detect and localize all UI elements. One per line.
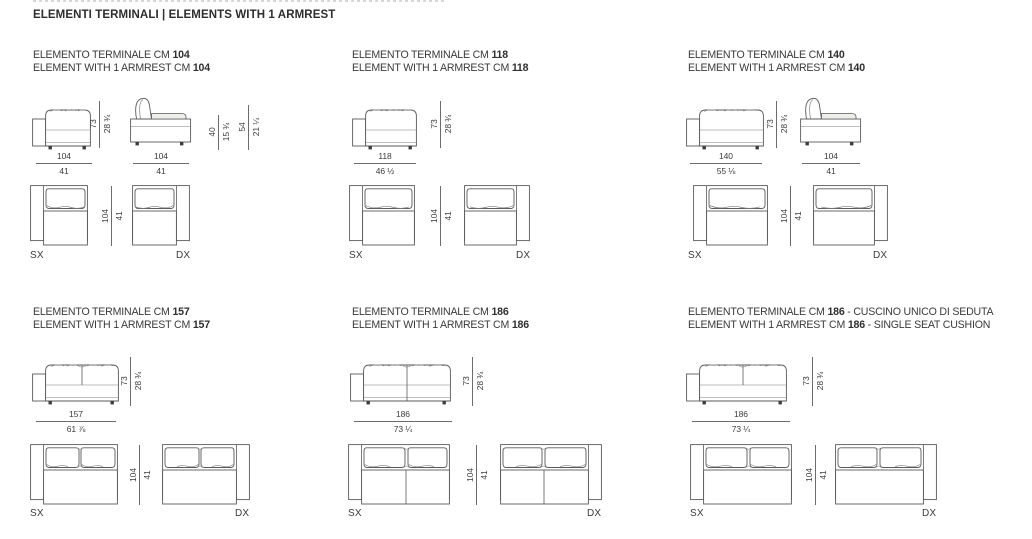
- dimension-line: [776, 101, 777, 148]
- plan-view-sx-drawing: [693, 185, 768, 247]
- orientation-label-sx: SX: [349, 250, 363, 261]
- plan-view-sx-drawing: [30, 444, 118, 506]
- title-english: ELEMENT WITH 1 ARMREST CM 104: [33, 62, 210, 74]
- plan-view-sx-drawing: [690, 444, 792, 506]
- front-width-in: 41: [59, 166, 69, 176]
- orientation-label-sx: SX: [690, 508, 704, 519]
- orientation-label-dx: DX: [873, 250, 888, 261]
- front-width-cm: 118: [354, 151, 416, 164]
- front-width-in: 46 ½: [375, 166, 395, 176]
- section-title-cm186-single: [688, 306, 993, 332]
- orientation-label-sx: SX: [30, 250, 44, 261]
- front-view-drawing: [352, 103, 418, 150]
- plan-depth-cm: 104: [804, 468, 814, 482]
- dimension-line: [815, 445, 816, 505]
- front-height-in: 28 ¾: [779, 114, 789, 134]
- front-width-dim: [36, 151, 92, 176]
- front-height-cm: 73: [119, 376, 129, 386]
- front-width-in: 73 ¼: [731, 424, 751, 434]
- plan-view-dx-drawing: [500, 444, 602, 506]
- dimension-line: [476, 445, 477, 505]
- orientation-label-dx: DX: [587, 508, 602, 519]
- title-italian: ELEMENTO TERMINALE CM 186: [352, 306, 509, 318]
- front-width-dim: [692, 409, 790, 434]
- title-italian: ELEMENTO TERMINALE CM 186 - CUSCINO UNICO DI SEDUTA: [688, 306, 994, 318]
- plan-depth-in: 41: [142, 470, 152, 480]
- plan-view-sx-drawing: [30, 185, 88, 247]
- orientation-label-sx: SX: [688, 250, 702, 261]
- plan-view-dx-drawing: [162, 444, 250, 506]
- front-height-in: 28 ¾: [475, 371, 485, 391]
- dimension-line: [472, 357, 473, 406]
- side-depth-dim: [133, 151, 189, 176]
- front-width-cm: 186: [692, 409, 790, 422]
- front-height-in: 28 ¾: [102, 114, 112, 134]
- section-title-cm104: [33, 49, 210, 75]
- dimension-line: [139, 445, 140, 505]
- orientation-label-dx: DX: [922, 508, 937, 519]
- front-height-in: 28 ¾: [443, 114, 453, 134]
- front-width-in: 61 ⅞: [66, 424, 86, 434]
- plan-depth-in: 41: [818, 470, 828, 480]
- orientation-label-dx: DX: [235, 508, 250, 519]
- front-view-drawing: [686, 358, 788, 405]
- plan-view-dx-drawing: [464, 185, 530, 247]
- front-width-dim: [36, 409, 116, 434]
- front-width-dim: [690, 151, 762, 176]
- front-view-drawing: [32, 103, 92, 150]
- section-title-cm118: [352, 49, 528, 75]
- front-height-in: 28 ¾: [133, 371, 143, 391]
- front-height-cm: 73: [461, 376, 471, 386]
- front-width-dim: [354, 151, 416, 176]
- dimension-line: [99, 101, 100, 148]
- front-height-in: 28 ¾: [815, 371, 825, 391]
- title-english: ELEMENT WITH 1 ARMREST CM 186 - SINGLE SEAT CUSHION: [688, 319, 991, 331]
- orientation-label-sx: SX: [30, 508, 44, 519]
- section-title-cm186: [352, 306, 529, 332]
- plan-depth-cm: 104: [100, 209, 110, 223]
- plan-depth-in: 41: [793, 211, 803, 221]
- title-italian: ELEMENTO TERMINALE CM 140: [688, 49, 845, 61]
- front-width-dim: [354, 409, 452, 434]
- plan-view-sx-drawing: [348, 444, 450, 506]
- plan-view-dx-drawing: [813, 185, 888, 247]
- side-view-drawing: [800, 96, 862, 150]
- front-height-cm: 73: [765, 119, 775, 129]
- plan-view-dx-drawing: [835, 444, 937, 506]
- title-italian: ELEMENTO TERMINALE CM 118: [352, 49, 508, 61]
- title-english: ELEMENT WITH 1 ARMREST CM 186: [352, 319, 529, 331]
- plan-view-dx-drawing: [132, 185, 190, 247]
- orientation-label-dx: DX: [516, 250, 531, 261]
- seat-height-cm: 40: [207, 127, 217, 137]
- orientation-label-sx: SX: [348, 508, 362, 519]
- title-english: ELEMENT WITH 1 ARMREST CM 157: [33, 319, 210, 331]
- dimension-line: [130, 357, 131, 406]
- front-width-cm: 186: [354, 409, 452, 422]
- dimension-line: [440, 101, 441, 148]
- side-depth-cm: 104: [133, 151, 189, 164]
- cropped-content-artifact: [33, 0, 447, 2]
- back-height-in: 21 ¼: [251, 117, 261, 137]
- dimension-line: [248, 105, 249, 150]
- dimension-line: [790, 186, 791, 246]
- plan-depth-cm: 104: [429, 209, 439, 223]
- title-italian: ELEMENTO TERMINALE CM 104: [33, 49, 190, 61]
- front-width-cm: 140: [690, 151, 762, 164]
- title-italian: ELEMENTO TERMINALE CM 157: [33, 306, 190, 318]
- title-english: ELEMENT WITH 1 ARMREST CM 140: [688, 62, 865, 74]
- front-height-cm: 73: [801, 376, 811, 386]
- section-title-cm157: [33, 306, 210, 332]
- plan-view-sx-drawing: [349, 185, 415, 247]
- front-width-cm: 104: [36, 151, 92, 164]
- front-view-drawing: [686, 103, 765, 150]
- page-title: ELEMENTI TERMINALI | ELEMENTS WITH 1 ARMREST: [33, 9, 336, 21]
- title-english: ELEMENT WITH 1 ARMREST CM 118: [352, 62, 529, 74]
- orientation-label-dx: DX: [176, 250, 191, 261]
- back-height-cm: 54: [237, 122, 247, 132]
- side-depth-in: 41: [156, 166, 166, 176]
- plan-depth-cm: 104: [128, 468, 138, 482]
- side-depth-dim: [802, 151, 860, 176]
- dimension-line: [218, 115, 219, 150]
- front-view-drawing: [350, 358, 452, 405]
- plan-depth-in: 41: [479, 470, 489, 480]
- front-height-cm: 73: [429, 119, 439, 129]
- plan-depth-in: 41: [114, 211, 124, 221]
- front-height-cm: 73: [88, 119, 98, 129]
- dimension-line: [440, 186, 441, 246]
- side-depth-cm: 104: [802, 151, 860, 164]
- dimension-line: [812, 357, 813, 406]
- section-title-cm140: [688, 49, 865, 75]
- front-width-in: 73 ¼: [393, 424, 413, 434]
- front-width-cm: 157: [36, 409, 116, 422]
- plan-depth-in: 41: [443, 211, 453, 221]
- front-view-drawing: [32, 358, 120, 405]
- side-view-drawing: [130, 96, 192, 150]
- plan-depth-cm: 104: [779, 209, 789, 223]
- front-width-in: 55 ⅛: [716, 166, 736, 176]
- side-depth-in: 41: [826, 166, 836, 176]
- dimension-line: [111, 186, 112, 246]
- seat-height-in: 15 ¾: [221, 122, 231, 142]
- plan-depth-cm: 104: [465, 468, 475, 482]
